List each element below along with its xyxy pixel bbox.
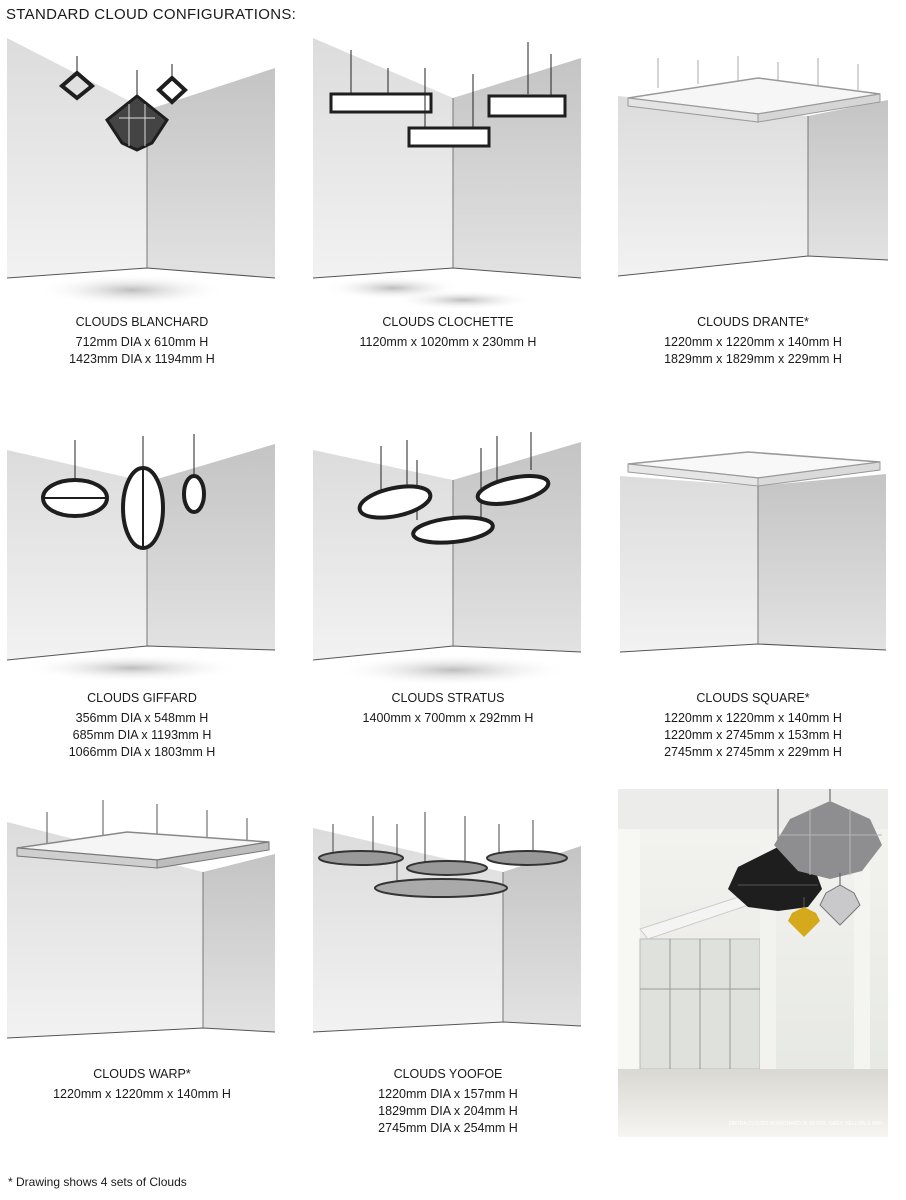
- config-dimension: 1220mm x 1220mm x 140mm H: [664, 711, 842, 725]
- config-dimension: 1120mm x 1020mm x 230mm H: [359, 335, 537, 349]
- config-card-drante: [618, 38, 888, 378]
- config-dimension: 2745mm x 2745mm x 229mm H: [664, 745, 842, 759]
- config-name: CLOUDS CLOCHETTE: [382, 315, 514, 329]
- stratus-illustration: [313, 414, 583, 684]
- installation-photo: [618, 789, 888, 1137]
- config-card-stratus: [313, 414, 583, 754]
- config-dimension: 1220mm x 1220mm x 140mm H: [53, 1087, 231, 1101]
- config-card-yoofoe: [313, 790, 583, 1135]
- config-dimension: 356mm DIA x 548mm H: [75, 711, 209, 725]
- config-card-giffard: [7, 414, 277, 759]
- config-dimension: 1066mm DIA x 1803mm H: [68, 745, 216, 759]
- config-dimension: 1829mm x 1829mm x 229mm H: [664, 352, 842, 366]
- config-name: CLOUDS WARP*: [93, 1067, 191, 1081]
- config-dimension: 2745mm DIA x 254mm H: [378, 1121, 518, 1135]
- page-title: STANDARD CLOUD CONFIGURATIONS:: [6, 6, 297, 23]
- yoofoe-illustration: [313, 790, 583, 1060]
- config-dimension: 1220mm x 2745mm x 153mm H: [664, 728, 842, 742]
- footnote: * Drawing shows 4 sets of Clouds: [8, 1175, 187, 1189]
- photo-caption: ZINTRA CLOUDS BLANCHARD IN SILVER, GREY, YELLOW & ASH: [728, 1121, 882, 1127]
- config-name: CLOUDS DRANTE*: [697, 315, 809, 329]
- config-dimension: 1220mm DIA x 157mm H: [378, 1087, 518, 1101]
- drante-illustration: [618, 38, 888, 308]
- config-card-clochette: [313, 38, 583, 378]
- config-dimension: 712mm DIA x 610mm H: [75, 335, 209, 349]
- blanchard-illustration: [7, 38, 277, 308]
- warp-illustration: [7, 790, 277, 1060]
- config-dimension: 685mm DIA x 1193mm H: [72, 728, 212, 742]
- config-dimension: 1400mm x 700mm x 292mm H: [362, 711, 534, 725]
- config-dimension: 1423mm DIA x 1194mm H: [69, 352, 215, 366]
- config-card-square: [618, 414, 888, 759]
- config-name: CLOUDS SQUARE*: [696, 691, 810, 705]
- config-name: CLOUDS GIFFARD: [87, 691, 197, 705]
- giffard-illustration: [7, 414, 277, 684]
- config-dimension: 1829mm DIA x 204mm H: [378, 1104, 518, 1118]
- config-name: CLOUDS STRATUS: [391, 691, 505, 705]
- config-dimension: 1220mm x 1220mm x 140mm H: [664, 335, 842, 349]
- config-card-warp: [7, 790, 277, 1130]
- config-name: CLOUDS BLANCHARD: [75, 315, 209, 329]
- config-card-blanchard: [7, 38, 277, 378]
- square-illustration: [618, 414, 888, 684]
- clochette-illustration: [313, 38, 583, 308]
- config-name: CLOUDS YOOFOE: [393, 1067, 503, 1081]
